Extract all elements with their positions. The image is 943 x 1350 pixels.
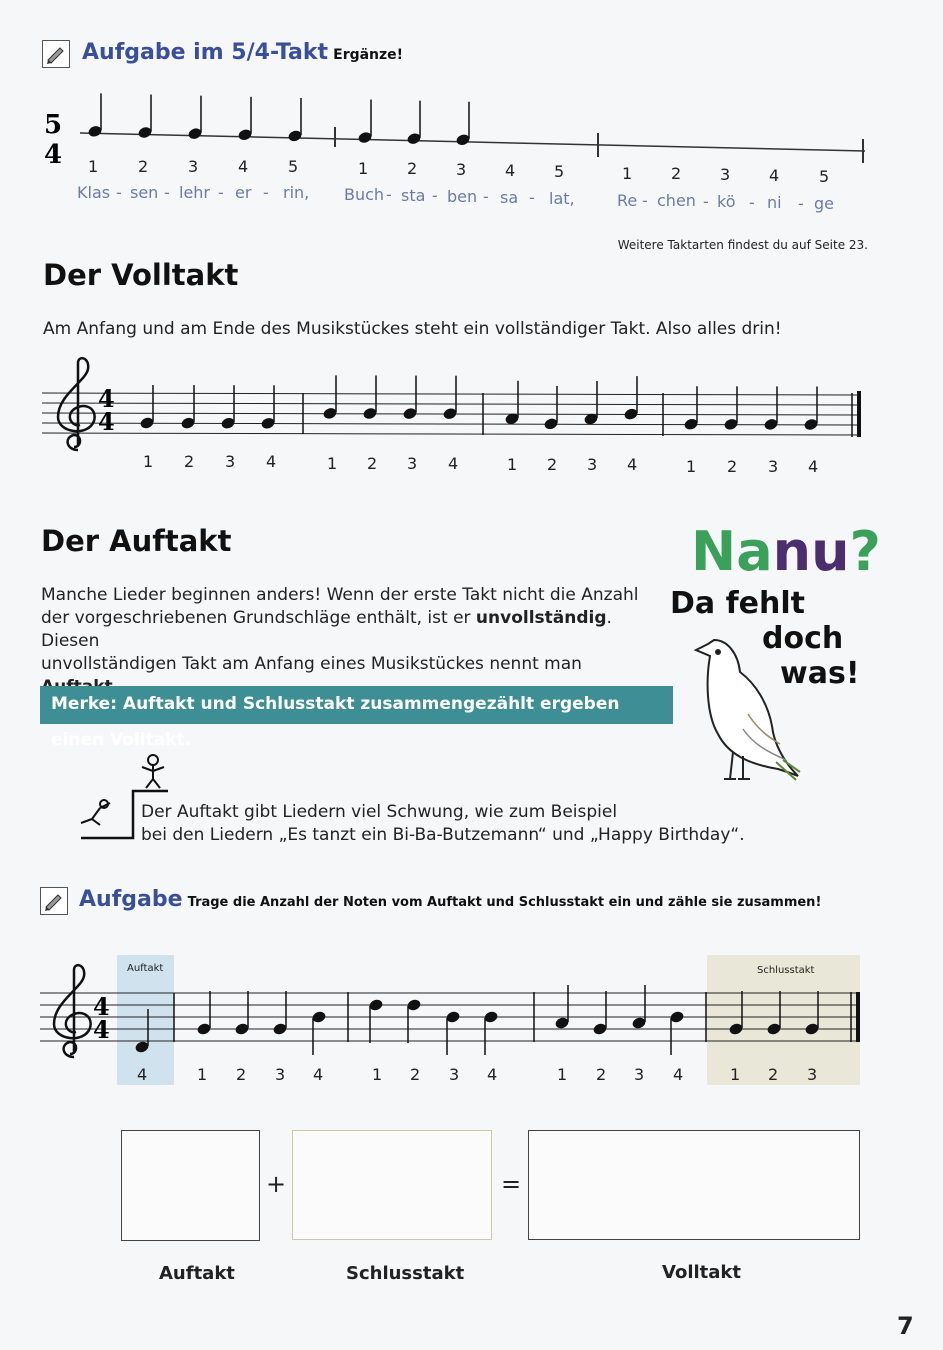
count: 1 [730,1065,741,1084]
auftakt-answer-box[interactable] [121,1130,260,1241]
task2-title: Aufgabe [79,887,183,912]
count: 1 [143,452,154,471]
syllable: Buch [344,185,385,204]
syllable: sta [401,186,426,205]
syllable: lat, [549,189,575,208]
auftakt-staff [38,960,868,1060]
time-sig-4-bottom: 4 [93,1015,110,1044]
syllable: ge [814,194,834,213]
count: 1 [88,157,99,176]
p-line: Manche Lieder beginnen anders! Wenn der erste Takt nicht die Anzahl [41,585,639,605]
volltakt-answer-box[interactable] [528,1130,860,1240]
count: 1 [507,455,518,474]
syllable: ni [767,193,782,212]
syllable: lehr [179,183,211,202]
count: 2 [768,1065,779,1084]
count: 1 [372,1065,383,1084]
count: 1 [557,1065,568,1084]
syllable: - [483,187,489,206]
count: 4 [313,1065,324,1084]
auftakt-paragraph [41,584,661,699]
count: 1 [327,453,338,473]
syllable: ben [447,187,478,206]
nanu-heading [691,522,881,595]
taktarten-note: Weitere Taktarten findest du auf Seite 23. [617,238,868,252]
count: 2 [547,455,558,474]
pencil-icon [40,887,68,915]
rhythm-notes [87,93,471,146]
syllable: - [218,183,224,202]
auftakt-tip [141,801,745,847]
syllable: er [235,183,252,202]
syllable: - [703,192,709,211]
task2-subtitle: Trage die Anzahl der Noten vom Auftakt und Schlusstakt ein und zähle sie zusammen! [187,895,822,910]
box-label-schlusstakt: Schlusstakt [346,1263,465,1284]
syllable: - [642,191,648,210]
auftakt-notes [134,985,820,1055]
p-line: unvollständigen Takt am Anfang eines Musikstückes nennt man [41,654,582,674]
count: 3 [225,452,236,471]
count: 2 [184,452,195,471]
count: 3 [807,1065,818,1084]
auftakt-label: Auftakt [127,963,164,974]
volltakt-text: Am Anfang und am Ende des Musikstückes steht ein vollständiger Takt. Also alles drin! [43,319,782,339]
task1-title: Aufgabe im 5/4-Takt [82,40,329,65]
volltakt-staff [40,355,870,455]
task1-counts [88,157,888,186]
count: 3 [407,453,418,473]
task1-lyrics [77,183,897,213]
count: 2 [367,453,378,473]
syllable: chen [657,191,696,210]
count: 5 [288,157,299,176]
count: 4 [769,166,780,185]
syllable: - [798,194,804,213]
task1-subtitle: Ergänze! [333,47,404,63]
count: 4 [448,453,459,473]
merke-box [40,686,673,750]
equals-sign: = [501,1170,522,1198]
box-label-volltakt: Volltakt [662,1262,741,1283]
syllable: Re [617,191,638,210]
staff-line [42,433,860,435]
count: 3 [449,1065,460,1084]
syllable: - [529,188,535,207]
count: 4 [487,1065,498,1084]
count: 2 [138,157,149,176]
volltakt-heading: Der Volltakt [43,258,239,292]
plus-sign: + [266,1170,287,1198]
count: 4 [505,161,516,180]
pencil-icon [42,40,70,68]
count: 4 [137,1065,148,1084]
box-label-auftakt: Auftakt [159,1263,235,1284]
count: 4 [627,455,638,474]
syllable: - [164,183,170,202]
task2-heading [79,887,821,912]
count: 2 [236,1065,247,1084]
page-number: 7 [897,1312,914,1340]
count: 3 [188,157,199,176]
auftakt-heading: Der Auftakt [41,524,232,558]
nanu-line3: doch [762,621,844,656]
count: 3 [720,165,731,184]
nanu-na: Na [691,520,773,583]
volltakt-counts [0,452,943,474]
count: 3 [768,456,779,476]
schlusstakt-answer-box[interactable] [292,1130,492,1240]
tip-line: Der Auftakt gibt Liedern viel Schwung, wie zum Beispiel [141,802,618,822]
syllable: Klas [77,183,111,202]
syllable: rin, [283,183,310,202]
count: 3 [456,160,467,179]
syllable: - [386,185,392,204]
time-sig-4-top: 4 [98,384,115,413]
syllable: - [432,186,438,205]
schlusstakt-label: Schlusstakt [757,965,815,976]
nanu-line2: Da fehlt [670,586,805,621]
merke-text: Merke: Auftakt und Schlusstakt zusammengezählt ergeben einen Volltakt. [51,694,620,750]
count: 3 [634,1065,645,1084]
count: 1 [622,164,633,183]
count: 2 [407,159,418,178]
count: 2 [596,1065,607,1084]
syllable: - [116,183,122,202]
nanu-line4: was! [780,656,860,691]
auftakt-counts [0,1065,943,1087]
count: 5 [554,162,565,181]
syllable: - [263,183,269,202]
syllable: - [749,193,755,212]
time-sig-top: 5 [44,110,63,140]
nanu-nu: nu [772,520,850,583]
count: 4 [673,1065,684,1084]
count: 3 [587,455,598,474]
treble-clef [54,965,91,1057]
time-sig-bottom: 4 [44,140,63,170]
count: 2 [727,456,738,476]
treble-clef [58,358,95,450]
time-sig-4-bottom: 4 [98,407,115,436]
count: 2 [410,1065,421,1084]
tip-line: bei den Liedern „Es tanzt ein Bi-Ba-Butzemann“ und „Happy Birthday“. [141,825,745,845]
count: 1 [686,456,697,476]
count: 3 [275,1065,286,1084]
syllable: sa [500,188,519,207]
count: 4 [238,157,249,176]
count: 5 [819,167,830,186]
count: 1 [358,159,369,178]
count: 4 [808,456,819,476]
time-sig-4-top: 4 [93,992,110,1021]
syllable: kö [717,192,736,211]
nanu-question: ? [849,520,881,583]
bird-illustration [688,634,808,784]
count: 2 [671,164,682,183]
task1-heading [82,40,403,65]
count: 4 [266,452,277,471]
count: 1 [197,1065,208,1084]
p-line: der vorgeschriebenen Grundschläge enthält, ist er unvollständig. Diesen [41,608,612,651]
syllable: sen [130,183,159,202]
